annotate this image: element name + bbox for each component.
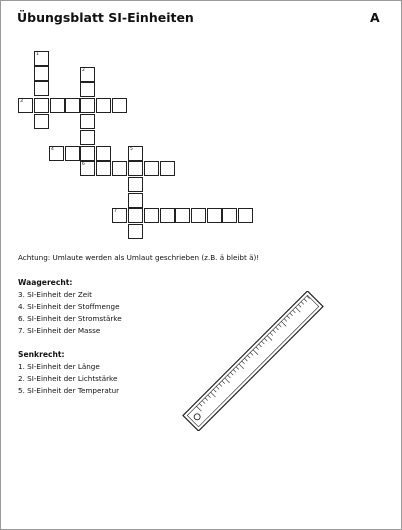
crossword-grid: [1, 1, 401, 241]
across-clue: 7. SI-Einheit der Masse: [18, 326, 101, 335]
crossword-cell[interactable]: [207, 208, 222, 223]
clue-number: 5: [130, 147, 133, 152]
crossword-cell[interactable]: [34, 98, 49, 113]
across-clue: 3. SI-Einheit der Zeit: [18, 290, 92, 299]
crossword-cell[interactable]: [80, 130, 95, 145]
worksheet-variant: A: [370, 10, 380, 25]
clue-number: 3: [20, 99, 23, 104]
crossword-cell[interactable]: [191, 208, 206, 223]
crossword-cell[interactable]: [160, 208, 175, 223]
clue-number: 4: [51, 147, 54, 152]
clue-number: 1: [36, 52, 39, 57]
crossword-cell[interactable]: [128, 161, 143, 176]
across-title: Waagerecht:: [18, 278, 73, 287]
across-clue: 4. SI-Einheit der Stoffmenge: [18, 302, 120, 311]
crossword-cell[interactable]: [80, 161, 95, 176]
crossword-cell[interactable]: [18, 98, 33, 113]
crossword-cell[interactable]: [160, 161, 175, 176]
crossword-cell[interactable]: [34, 81, 49, 96]
down-clue: 5. SI-Einheit der Temperatur: [18, 386, 120, 395]
crossword-cell[interactable]: [34, 66, 49, 81]
crossword-cell[interactable]: [96, 98, 111, 113]
across-clue: 6. SI-Einheit der Stromstärke: [18, 314, 122, 323]
crossword-cell[interactable]: [144, 208, 159, 223]
crossword-cell[interactable]: [238, 208, 253, 223]
crossword-cell[interactable]: [128, 224, 143, 239]
crossword-cell[interactable]: [65, 98, 80, 113]
crossword-cell[interactable]: [49, 146, 64, 161]
crossword-cell[interactable]: [128, 177, 143, 192]
crossword-cell[interactable]: [65, 146, 80, 161]
crossword-cell[interactable]: [80, 82, 95, 97]
ruler-icon: [179, 291, 327, 431]
crossword-cell[interactable]: [128, 208, 143, 223]
crossword-cell[interactable]: [34, 51, 49, 66]
down-title: Senkrecht:: [18, 350, 65, 359]
crossword-cell[interactable]: [80, 146, 95, 161]
down-clue: 2. SI-Einheit der Lichtstärke: [18, 374, 118, 383]
crossword-cell[interactable]: [222, 208, 237, 223]
crossword-cell[interactable]: [112, 98, 127, 113]
crossword-cell[interactable]: [175, 208, 190, 223]
clue-number: 6: [82, 162, 85, 167]
crossword-cell[interactable]: [34, 114, 49, 129]
crossword-cell[interactable]: [112, 208, 127, 223]
clue-number: 2: [82, 68, 85, 73]
down-clue: 1. SI-Einheit der Länge: [18, 362, 100, 371]
crossword-cell[interactable]: [112, 161, 127, 176]
umlaut-note: Achtung: Umlaute werden als Umlaut geschrieben (z.B. ä bleibt ä)!: [18, 253, 260, 262]
worksheet-title: Übungsblatt SI-Einheiten: [17, 10, 194, 25]
clue-number: 7: [114, 209, 117, 214]
crossword-cell[interactable]: [80, 67, 95, 82]
crossword-cell[interactable]: [144, 161, 159, 176]
crossword-cell[interactable]: [96, 161, 111, 176]
crossword-cell[interactable]: [96, 146, 111, 161]
crossword-cell[interactable]: [128, 193, 143, 208]
crossword-cell[interactable]: [50, 98, 65, 113]
crossword-cell[interactable]: [128, 146, 143, 161]
crossword-cell[interactable]: [80, 98, 95, 113]
crossword-cell[interactable]: [80, 114, 95, 129]
